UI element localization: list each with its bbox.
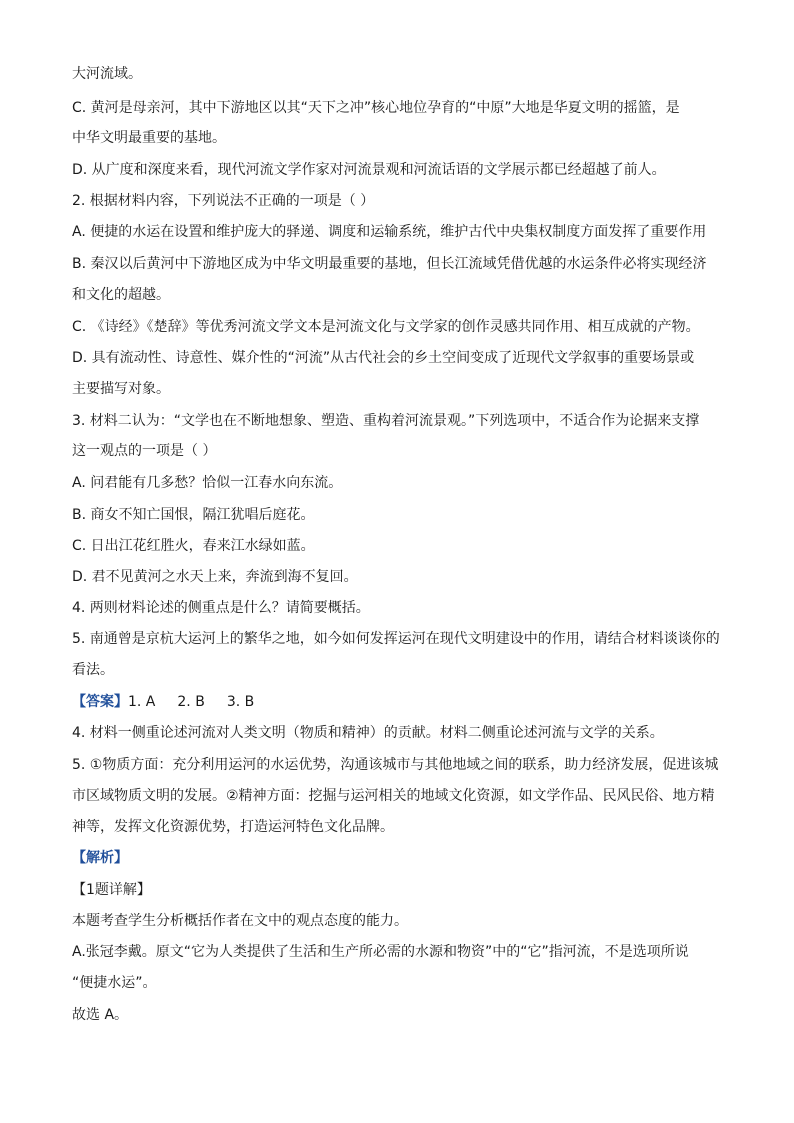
option-line: C. 日出江花红胜火，春来江水绿如蓝。	[72, 538, 315, 554]
analysis-line: 本题考查学生分析概括作者在文中的观点态度的能力。	[72, 913, 408, 929]
analysis-line: “便捷水运”。	[72, 975, 157, 991]
question-line: 5. 南通曾是京杭大运河上的繁华之地，如今如何发挥运河在现代文明建设中的作用，请结合材料谈谈你的	[72, 631, 720, 647]
text-line: 看法。	[72, 662, 114, 678]
option-line: B. 商女不知亡国恨，隔江犹唱后庭花。	[72, 507, 315, 523]
analysis-line: 故选 A。	[72, 1007, 129, 1023]
text-line: 主要描写对象。	[72, 381, 170, 397]
option-line: C. 《诗经》《楚辞》等优秀河流文学文本是河流文化与文学家的创作灵感共同作用、相互成就的产物。	[72, 319, 700, 335]
option-line: D. 从广度和深度来看，现代河流文学作家对河流景观和河流话语的文学展示都已经超越了前人。	[72, 162, 666, 178]
text-line: 中华文明最重要的基地。	[72, 130, 226, 146]
text-line: 和文化的超越。	[72, 287, 170, 303]
answer-text-line: 市区域物质文明的发展。②精神方面：挖掘与运河相关的地域文化资源，如文学作品、民风民俗、地方精	[72, 788, 715, 804]
text-line: 这一观点的一项是（ ）	[72, 443, 217, 459]
question-line: 2. 根据材料内容，下列说法不正确的一项是（ ）	[72, 193, 375, 209]
option-line: A. 问君能有几多愁？恰似一江春水向东流。	[72, 475, 343, 491]
question-line: 4. 两则材料论述的侧重点是什么？请简要概括。	[72, 600, 370, 616]
option-line: D. 君不见黄河之水天上来，奔流到海不复回。	[72, 569, 358, 585]
option-line: C. 黄河是母亲河，其中下游地区以其“天下之冲”核心地位孕育的“中原”大地是华夏文明的摇篮，是	[72, 100, 680, 116]
analysis-line: A.张冠李戴。原文“它为人类提供了生活和生产所必需的水源和物资”中的“它”指河流，不是选项所说	[72, 944, 689, 960]
answer-line	[72, 692, 732, 712]
answer-item: 3. B	[226, 694, 255, 710]
question-line: 3. 材料二认为：“文学也在不断地想象、塑造、重构着河流景观。”下列选项中，不适合作为论据来支撑	[72, 413, 700, 429]
detail-heading: 【1题详解】	[72, 882, 151, 898]
answer-text-line: 5. ①物质方面：充分利用运河的水运优势，沟通该城市与其他地域之间的联系，助力经济发展，促进该城	[72, 757, 719, 773]
answer-item: 2. B	[177, 694, 205, 710]
text-line: 大河流域。	[72, 66, 142, 82]
answer-text-line: 神等，发挥文化资源优势，打造运河特色文化品牌。	[72, 819, 394, 835]
analysis-heading: 【解析】	[72, 850, 128, 866]
option-line: A. 便捷的水运在设置和维护庞大的驿递、调度和运输系统，维护古代中央集权制度方面发挥了重要作用	[72, 224, 707, 240]
option-line: D. 具有流动性、诗意性、媒介性的“河流”从古代社会的乡土空间变成了近现代文学叙事的重要场景或	[72, 350, 695, 366]
answer-label: 【答案】	[72, 694, 128, 710]
answer-text-line: 4. 材料一侧重论述河流对人类文明（物质和精神）的贡献。材料二侧重论述河流与文学的关系。	[72, 725, 664, 741]
answer-item: 1. A	[128, 694, 156, 710]
option-line: B. 秦汉以后黄河中下游地区成为中华文明最重要的基地，但长江流域凭借优越的水运条件必将实现经济	[72, 256, 707, 272]
